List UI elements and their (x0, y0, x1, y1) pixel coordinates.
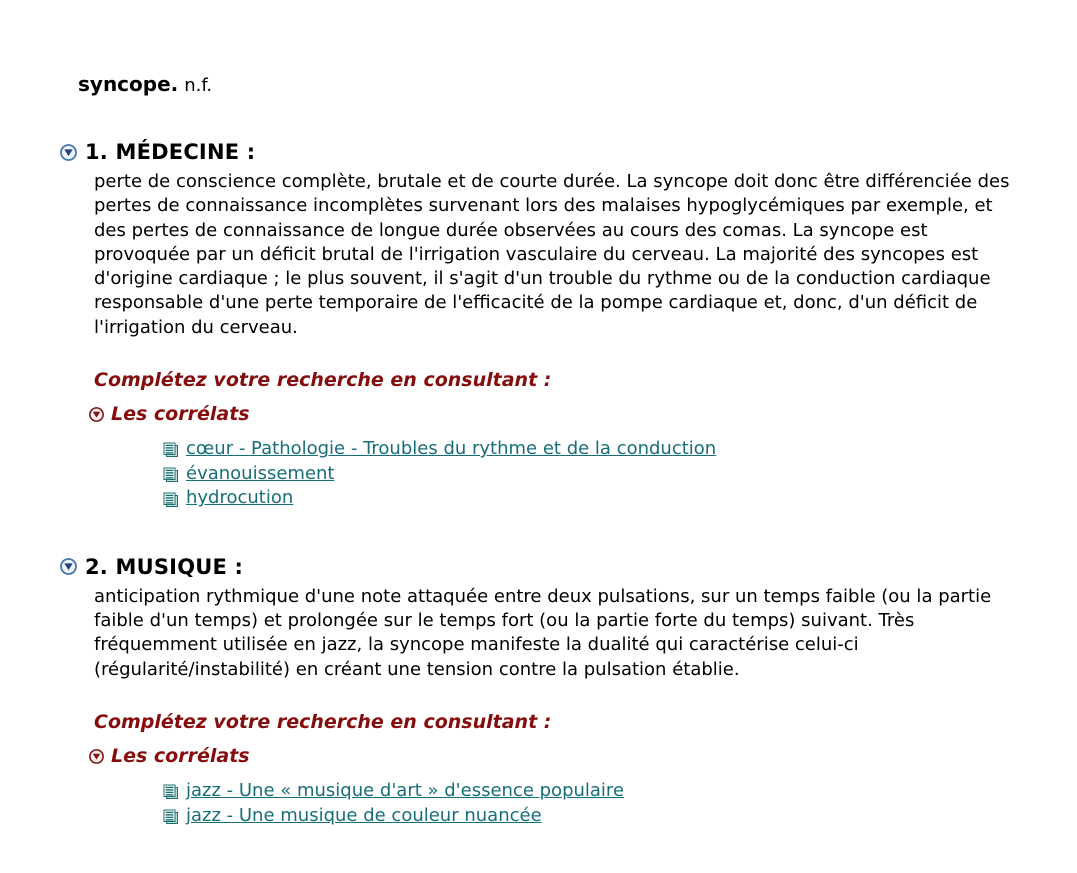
document-pages-icon[interactable] (163, 784, 179, 800)
sense-heading-row (60, 140, 1077, 164)
consult-prompt: Complétez votre recherche en consultant : (94, 369, 552, 392)
definition-text: perte de conscience complète, brutale et de courte durée. La syncope doit donc être différenciée des pertes de connaissance incomplètes survenant lors des malaises hypoglycémiques par exemple, et des pertes de connaissance de longue durée observées au cours des comas. La syncope est provoquée par un déficit brutal de l'irrigation vasculaire du cerveau. La majorité des syncopes est d'origine cardiaque ; le plus souvent, il s'agit d'un trouble du rythme ou de la conduction cardiaque responsable d'une perte temporaire de l'efficacité de la pompe cardiaque et, donc, d'un déficit de l'irrigation du cerveau. (94, 171, 1010, 338)
entry-title (78, 72, 1077, 96)
triangle-circle-maroon-icon (89, 749, 104, 764)
correlats-label: Les corrélats (111, 403, 250, 426)
sense-heading-row (60, 555, 1077, 579)
correlat-link[interactable]: cœur - Pathologie - Troubles du rythme et de la conduction (186, 438, 717, 460)
correlat-link[interactable]: jazz - Une musique de couleur nuancée (186, 804, 542, 826)
entry-word: syncope. (78, 72, 179, 96)
sense-heading: 1. MÉDECINE : (85, 140, 256, 164)
correlat-link-row (163, 779, 1077, 804)
document-pages-icon[interactable] (163, 467, 179, 483)
document-pages-icon[interactable] (163, 809, 179, 825)
definition-text: anticipation rythmique d'une note attaquée entre deux pulsations, sur un temps faible (ou la partie faible d'un temps) et prolongée sur le temps fort (ou la partie forte du temps) suivant. Très fréquemment utilisée en jazz, la syncope manifeste la dualité qui caractérise celui-ci (régularité/instabilité) en créant une tension contre la pulsation établie. (94, 585, 992, 680)
correlat-link[interactable]: hydrocution (186, 487, 294, 509)
correlats-label: Les corrélats (111, 745, 250, 768)
correlat-link-row (163, 486, 1077, 511)
correlats-header (89, 745, 1077, 767)
sense-section-medecine (0, 140, 1077, 511)
sense-heading: 2. MUSIQUE : (85, 554, 244, 579)
correlats-links (163, 437, 1077, 511)
entry-grammar-label: n.f. (184, 75, 213, 96)
correlat-link-row (163, 804, 1077, 829)
correlat-link-row (163, 437, 1077, 462)
correlat-link-row (163, 462, 1077, 487)
consult-prompt: Complétez votre recherche en consultant : (94, 711, 552, 734)
correlats-links (163, 779, 1077, 828)
triangle-circle-bullet-icon (60, 144, 77, 161)
correlats-header (89, 403, 1077, 425)
document-pages-icon[interactable] (163, 442, 179, 458)
triangle-circle-bullet-icon (60, 558, 77, 575)
document-pages-icon[interactable] (163, 492, 179, 508)
correlat-link[interactable]: évanouissement (186, 462, 335, 484)
triangle-circle-maroon-icon (89, 407, 104, 422)
correlat-link[interactable]: jazz - Une « musique d'art » d'essence populaire (186, 780, 625, 802)
sense-section-musique (0, 555, 1077, 828)
